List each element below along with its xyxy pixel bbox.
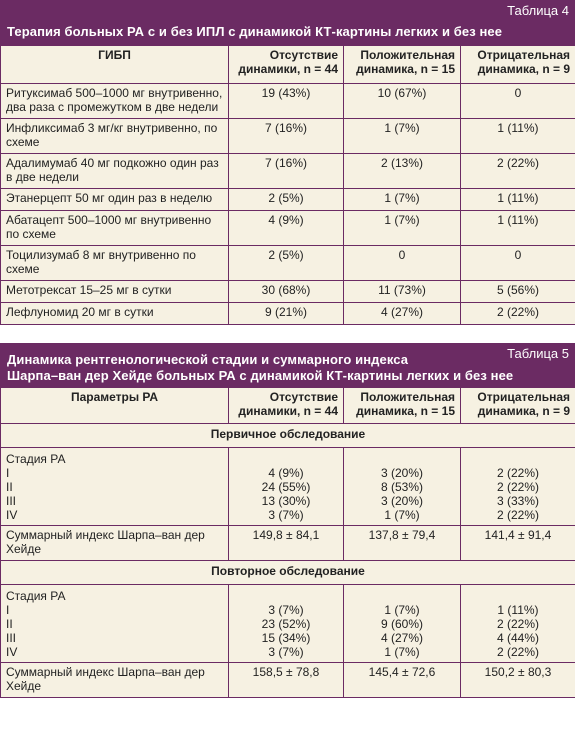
value-cell: 2 (5%) <box>229 189 344 211</box>
value-cell: 0 <box>461 246 575 281</box>
column-header: Отрицательная динамика, n = 9 <box>461 46 575 84</box>
table-row <box>1 246 575 281</box>
value-cell: 158,5 ± 78,8 <box>229 663 344 698</box>
table-row <box>1 119 575 154</box>
value-cell: 2 (22%) <box>496 617 540 631</box>
value-cell: 145,4 ± 72,6 <box>344 663 461 698</box>
value-cell: 3 (7%) <box>268 508 304 522</box>
value-cell: 4 (27%) <box>380 631 424 645</box>
stage-heading: Стадия РА <box>6 589 66 603</box>
stage-values <box>229 585 344 663</box>
table-row <box>1 281 575 303</box>
stage-heading: Стадия РА <box>6 452 66 466</box>
table-5-title <box>7 352 513 384</box>
index-label: Суммарный индекс Шарпа–ван дер Хейде <box>1 663 229 698</box>
stage-values <box>344 448 461 526</box>
index-row <box>1 663 575 698</box>
value-cell: 2 (22%) <box>461 154 575 189</box>
drug-cell: Адалимумаб 40 мг подкожно один раз в две недели <box>1 154 229 189</box>
drug-cell: Метотрексат 15–25 мг в сутки <box>1 281 229 303</box>
value-cell: 2 (13%) <box>344 154 461 189</box>
value-cell: 141,4 ± 91,4 <box>461 526 575 561</box>
stage-label: I <box>6 466 10 480</box>
value-cell: 3 (7%) <box>268 603 304 617</box>
value-cell: 2 (5%) <box>229 246 344 281</box>
value-cell: 1 (7%) <box>384 645 420 659</box>
value-cell: 2 (22%) <box>496 480 540 494</box>
value-cell: 9 (21%) <box>229 303 344 325</box>
value-cell: 1 (11%) <box>461 211 575 246</box>
drug-cell: Этанерцепт 50 мг один раз в неделю <box>1 189 229 211</box>
value-cell: 3 (20%) <box>380 466 424 480</box>
table-row <box>1 303 575 325</box>
table-5-header <box>0 343 575 387</box>
value-cell: 0 <box>461 84 575 119</box>
value-cell: 7 (16%) <box>229 119 344 154</box>
value-cell: 19 (43%) <box>229 84 344 119</box>
value-cell: 10 (67%) <box>344 84 461 119</box>
value-cell: 1 (11%) <box>461 189 575 211</box>
value-cell: 24 (55%) <box>261 480 311 494</box>
value-cell: 2 (22%) <box>461 303 575 325</box>
table-row <box>1 154 575 189</box>
table-row <box>1 189 575 211</box>
value-cell: 4 (9%) <box>229 211 344 246</box>
stage-labels <box>1 585 229 663</box>
table-5-title-line: Шарпа–ван дер Хейде больных РА с динамикой КТ-картины легких и без нее <box>7 368 514 383</box>
drug-cell: Инфликсимаб 3 мг/кг внутривенно, по схеме <box>1 119 229 154</box>
value-cell: 2 (22%) <box>496 466 540 480</box>
stage-label: II <box>6 617 13 631</box>
value-cell: 1 (7%) <box>344 119 461 154</box>
value-cell: 11 (73%) <box>344 281 461 303</box>
section-label: Первичное обследование <box>1 424 575 448</box>
value-cell: 1 (7%) <box>384 508 420 522</box>
value-cell: 1 (7%) <box>344 189 461 211</box>
value-cell: 1 (11%) <box>497 603 539 617</box>
stage-labels <box>1 448 229 526</box>
column-header: ГИБП <box>1 46 229 84</box>
stage-label: I <box>6 603 10 617</box>
stage-values <box>461 448 575 526</box>
value-cell: 0 <box>344 246 461 281</box>
table-4-number: Таблица 4 <box>507 3 569 18</box>
column-header: Отсутствие динамики, n = 44 <box>229 46 344 84</box>
value-cell: 3 (20%) <box>380 494 424 508</box>
drug-cell: Ритуксимаб 500–1000 мг внутривенно, два раза с промежутком в две недели <box>1 84 229 119</box>
index-row <box>1 526 575 561</box>
stage-values <box>461 585 575 663</box>
column-header: Положительная динамика, n = 15 <box>344 388 461 424</box>
value-cell: 2 (22%) <box>496 645 540 659</box>
value-cell: 4 (27%) <box>344 303 461 325</box>
value-cell: 149,8 ± 84,1 <box>229 526 344 561</box>
section-row <box>1 424 575 448</box>
value-cell: 150,2 ± 80,3 <box>461 663 575 698</box>
value-cell: 15 (34%) <box>261 631 311 645</box>
column-header: Отрицательная динамика, n = 9 <box>461 388 575 424</box>
value-cell: 23 (52%) <box>261 617 311 631</box>
stage-label: IV <box>6 645 18 659</box>
stage-label: II <box>6 480 13 494</box>
drug-cell: Тоцилизумаб 8 мг внутривенно по схеме <box>1 246 229 281</box>
value-cell: 13 (30%) <box>261 494 311 508</box>
column-header: Параметры РА <box>1 388 229 424</box>
value-cell: 4 (9%) <box>268 466 304 480</box>
table-5 <box>0 343 575 698</box>
value-cell: 137,8 ± 79,4 <box>344 526 461 561</box>
value-cell: 3 (33%) <box>496 494 540 508</box>
value-cell: 9 (60%) <box>380 617 424 631</box>
table-5-title-line: Динамика рентгенологической стадии и суммарного индекса <box>7 352 409 367</box>
stage-block <box>1 585 575 663</box>
table-row <box>1 84 575 119</box>
table-4 <box>0 0 575 325</box>
table-row <box>1 211 575 246</box>
column-header: Положительная динамика, n = 15 <box>344 46 461 84</box>
value-cell: 30 (68%) <box>229 281 344 303</box>
value-cell: 4 (44%) <box>496 631 540 645</box>
stage-values <box>344 585 461 663</box>
stage-values <box>229 448 344 526</box>
stage-label: III <box>6 494 17 508</box>
drug-cell: Абатацепт 500–1000 мг внутривенно по схеме <box>1 211 229 246</box>
value-cell: 8 (53%) <box>380 480 424 494</box>
value-cell: 5 (56%) <box>461 281 575 303</box>
stage-label: III <box>6 631 17 645</box>
drug-cell: Лефлуномид 20 мг в сутки <box>1 303 229 325</box>
table-4-grid <box>0 45 575 325</box>
stage-block <box>1 448 575 526</box>
value-cell: 2 (22%) <box>496 508 540 522</box>
section-label: Повторное обследование <box>1 561 575 585</box>
stage-label: IV <box>6 508 18 522</box>
table-4-header <box>0 0 575 45</box>
value-cell: 1 (11%) <box>461 119 575 154</box>
divider <box>0 325 575 343</box>
section-row <box>1 561 575 585</box>
index-label: Суммарный индекс Шарпа–ван дер Хейде <box>1 526 229 561</box>
table-5-grid <box>0 387 575 698</box>
table-4-title: Терапия больных РА с и без ИПЛ с динамикой КТ-картины легких и без нее <box>7 24 503 39</box>
table-5-number: Таблица 5 <box>507 346 569 361</box>
value-cell: 3 (7%) <box>268 645 304 659</box>
column-header: Отсутствие динамики, n = 44 <box>229 388 344 424</box>
value-cell: 1 (7%) <box>384 603 420 617</box>
value-cell: 1 (7%) <box>344 211 461 246</box>
value-cell: 7 (16%) <box>229 154 344 189</box>
